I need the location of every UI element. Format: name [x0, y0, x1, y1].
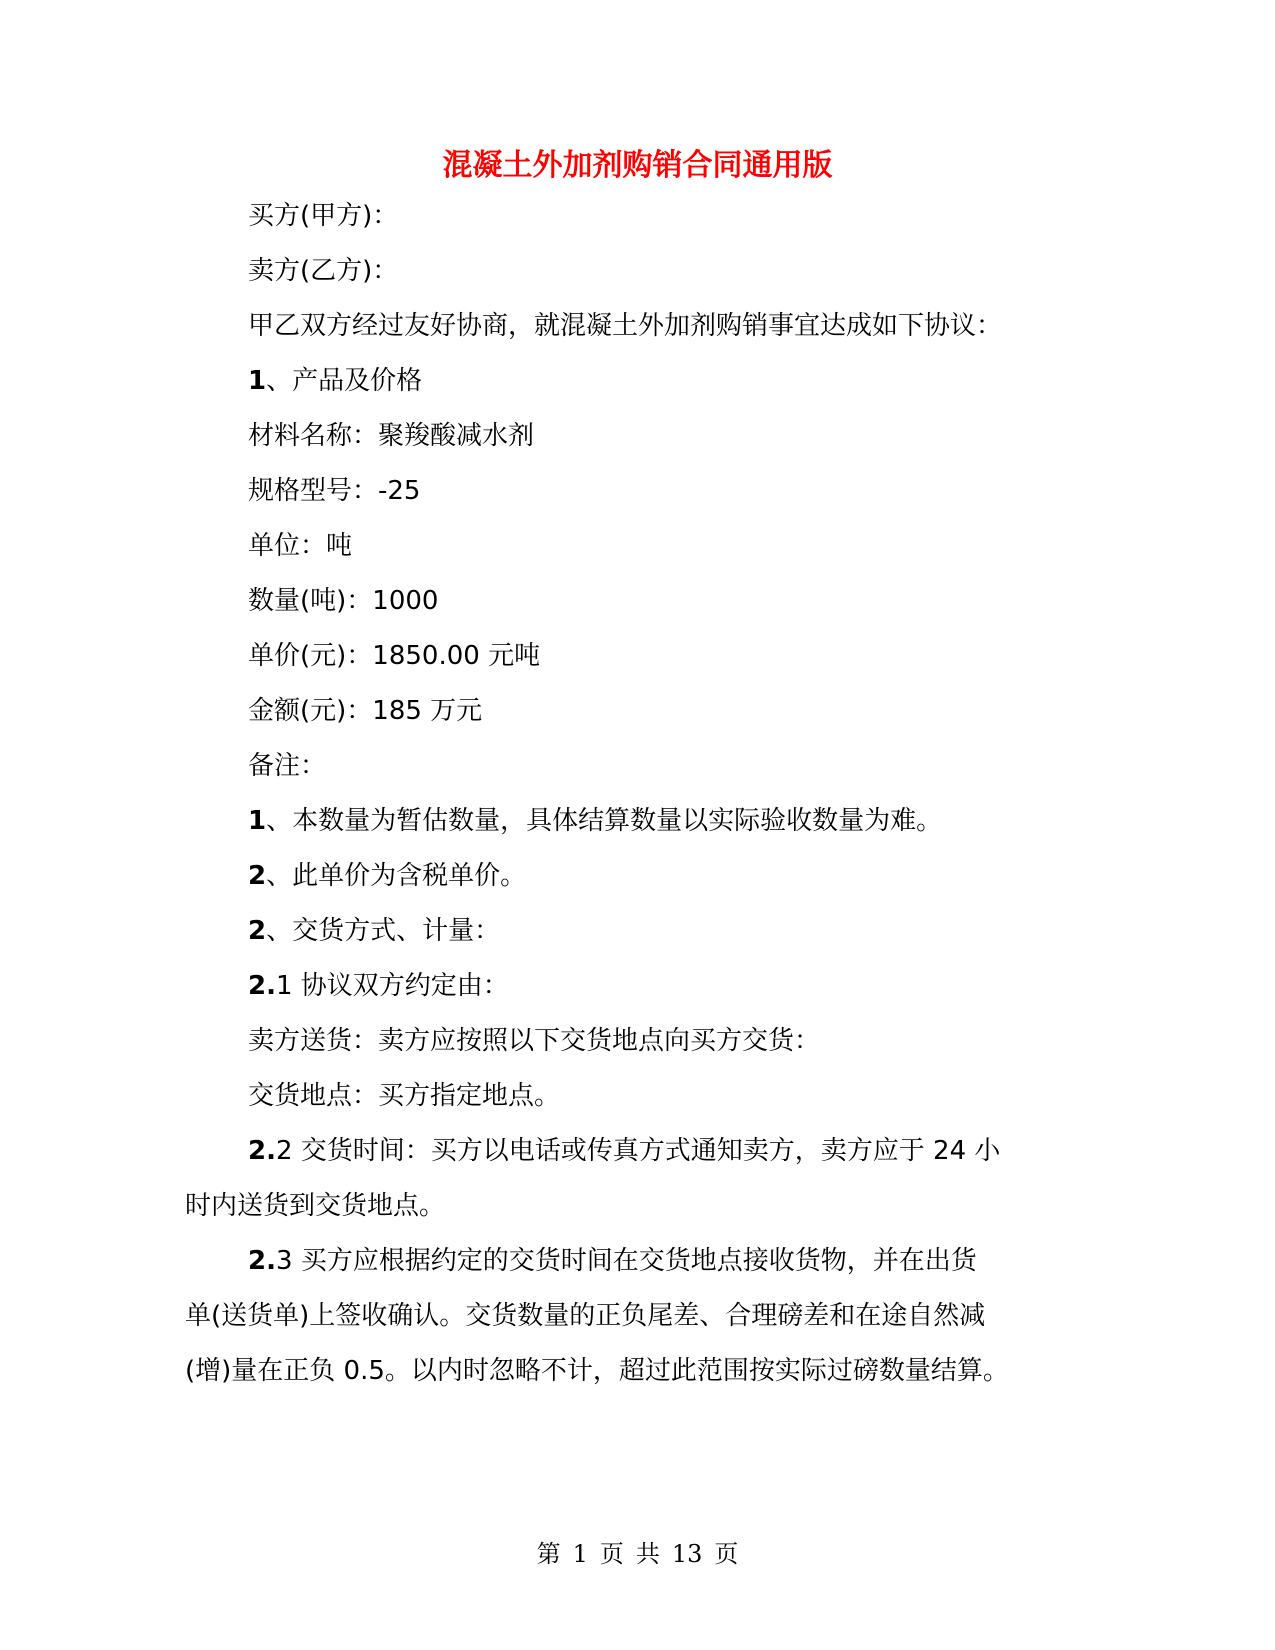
remark-item: 2、此单价为含税单价。 [248, 861, 527, 891]
clause-line: 2.2 交货时间：买方以电话或传真方式通知卖方，卖方应于 24 小 [248, 1136, 1001, 1166]
delivery-method-line: 卖方送货：卖方应按照以下交货地点向买方交货： [248, 1026, 821, 1056]
total-pages-number: 13 [671, 1540, 703, 1568]
remarks-label: 备注： [248, 751, 327, 781]
material-name-line: 材料名称：聚羧酸减水剂 [248, 421, 535, 451]
page-footer [0, 1538, 1275, 1570]
section-heading: 2、交货方式、计量： [248, 916, 501, 946]
clause-continuation: (增)量在正负 0.5。以内时忽略不计，超过此范围按实际过磅数量结算。 [185, 1356, 1009, 1386]
delivery-location-line: 交货地点：买方指定地点。 [248, 1081, 561, 1111]
quantity-line: 数量(吨)：1000 [248, 586, 439, 616]
page-title: 混凝土外加剂购销合同通用版 [442, 148, 833, 183]
total-label: 共 [635, 1540, 660, 1568]
buyer-line: 买方(甲方)： [248, 201, 399, 231]
page-label-mid: 页 [599, 1540, 624, 1568]
clause-line: 2.1 协议双方约定由： [248, 971, 509, 1001]
current-page-number: 1 [572, 1540, 588, 1568]
unit-line: 单位：吨 [248, 531, 353, 561]
spec-line: 规格型号：-25 [248, 476, 421, 506]
clause-continuation: 时内送货到交货地点。 [185, 1191, 446, 1221]
page-label-prefix: 第 [536, 1540, 561, 1568]
clause-continuation: 单(送货单)上签收确认。交货数量的正负尾差、合理磅差和在途自然减 [185, 1301, 986, 1331]
section-heading: 1、产品及价格 [248, 366, 423, 396]
remark-item: 1、本数量为暂估数量，具体结算数量以实际验收数量为难。 [248, 806, 943, 836]
clause-line: 2.3 买方应根据约定的交货时间在交货地点接收货物，并在出货 [248, 1246, 977, 1276]
unit-price-line: 单价(元)：1850.00 元吨 [248, 641, 541, 671]
seller-line: 卖方(乙方)： [248, 256, 399, 286]
page-label-suffix: 页 [714, 1540, 739, 1568]
amount-line: 金额(元)：185 万元 [248, 696, 483, 726]
agreement-intro: 甲乙双方经过友好协商，就混凝土外加剂购销事宜达成如下协议： [248, 311, 1003, 341]
